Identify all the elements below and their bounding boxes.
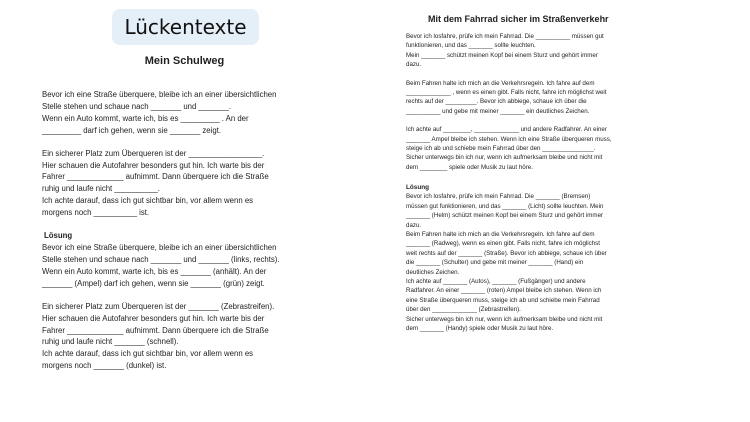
spacer [42,290,342,301]
left-exercise-paragraph-1: Bevor ich eine Straße überquere, bleibe ich an einer übersichtlichen Stelle stehen und schaue nach _______ und _______. Wenn ein Auto kommt, warte ich, bis es _________ . An der _________ darf ich gehen, wenn sie _______ zeigt. [42,90,277,135]
page-title: Lückentexte [112,9,259,45]
spacer [406,116,668,125]
spacer [42,137,342,148]
right-solution-paragraph: Bevor ich losfahre, prüfe ich mein Fahrrad. Die _______ (Bremsen) müssen gut funktionieren, und das _______ (Licht) sollte leuchten. Mein _______ (Helm) schützt meinen Kopf bei einem Sturz und gehört immer dazu. Beim Fahren halte ich mich an die Verkehrsregeln. Ich fahre auf dem _______ (Radweg), wenn es einen gibt. Falls nicht, fahre ich möglichst weit rechts auf der _______ (Straße). Bevor ich abbiege, schaue ich über die _______ (Schulter) und gebe mit meiner _______ (Hand) ein deutliches Zeichen. Ich achte auf _______ (Autos), _______ (Fußgänger) und andere Radfahrer. An einer _______ (roten) Ampel bleibe ich stehen. Wenn ich eine Straße überqueren muss, steige ich ab und schiebe mein Fahrrad über den _____________ (Zebrastreifen). Sicher unterwegs bin ich nur, wenn ich aufmerksam bleibe und nicht mit dem _______ (Handy) spiele oder Musik zu laut höre. [406,193,607,332]
left-solution-heading: Lösung [44,231,73,241]
left-solution-paragraph-2: Ein sicherer Platz zum Überqueren ist der _______ (Zebrastreifen). Hier schauen die Autofahrer besonders gut hin. Ich warte bis der Fahrer _____________ aufnimmt. Dann überquere ich die Straße ruhig und laufe nicht _______ (schnell). Ich achte darauf, dass ich gut sichtbar bin, vor allem wenn es morgens noch _______ (dunkel) ist. [42,301,275,371]
right-subtitle: Mit dem Fahrrad sicher im Straßenverkehr [428,14,609,24]
right-solution-heading: Lösung [406,184,430,192]
right-exercise-paragraph-2: Beim Fahren halte ich mich an die Verkehrsregeln. Ich fahre auf dem _____________ , wenn es einen gibt. Falls nicht, fahre ich möglichst weit rechts auf der _________. Bevor ich abbiege, schaue ich über die __________ und gebe mit meiner _______ ein deutliches Zeichen. [406,79,607,115]
right-column [406,14,668,333]
left-exercise-paragraph-2: Ein sicherer Platz zum Überqueren ist der _________________. Hier schauen die Autofahrer besonders gut hin. Ich warte bis der Fahrer _____________ aufnimmt. Dann überquere ich die Straße ruhig und laufe nicht __________. Ich achte darauf, dass ich gut sichtbar bin, vor allem wenn es morgens noch __________ ist. [42,148,269,218]
spacer [406,70,668,79]
right-exercise-paragraph-1: Bevor ich losfahre, prüfe ich mein Fahrrad. Die __________ müssen gut funktionieren, und das _______ sollte leuchten. Mein _______ schützt meinen Kopf bei einem Sturz und gehört immer dazu. [406,33,604,69]
left-subtitle: Mein Schulweg [144,55,225,67]
right-exercise-paragraph-3: Ich achte auf ________, _____________ und andere Radfahrer. An einer _______ Ampel bleibe ich stehen. Wenn ich eine Straße überqueren muss, steige ich ab und schiebe mein Fahrrad über den _______________. Sicher unterwegs bin ich nur, wenn ich aufmerksam bleibe und nicht mit dem ________ spiele oder Musik zu laut höre. [406,126,612,171]
left-solution-paragraph-1: Bevor ich eine Straße überquere, bleibe ich an einer übersichtlichen Stelle stehen und schaue nach _______ und _______ (links, rechts). Wenn ein Auto kommt, warte ich, bis es _______ (anhält). An der _______ (Ampel) darf ich gehen, wenn sie _______ (grün) zeigt. [42,243,280,288]
left-column [42,55,342,372]
